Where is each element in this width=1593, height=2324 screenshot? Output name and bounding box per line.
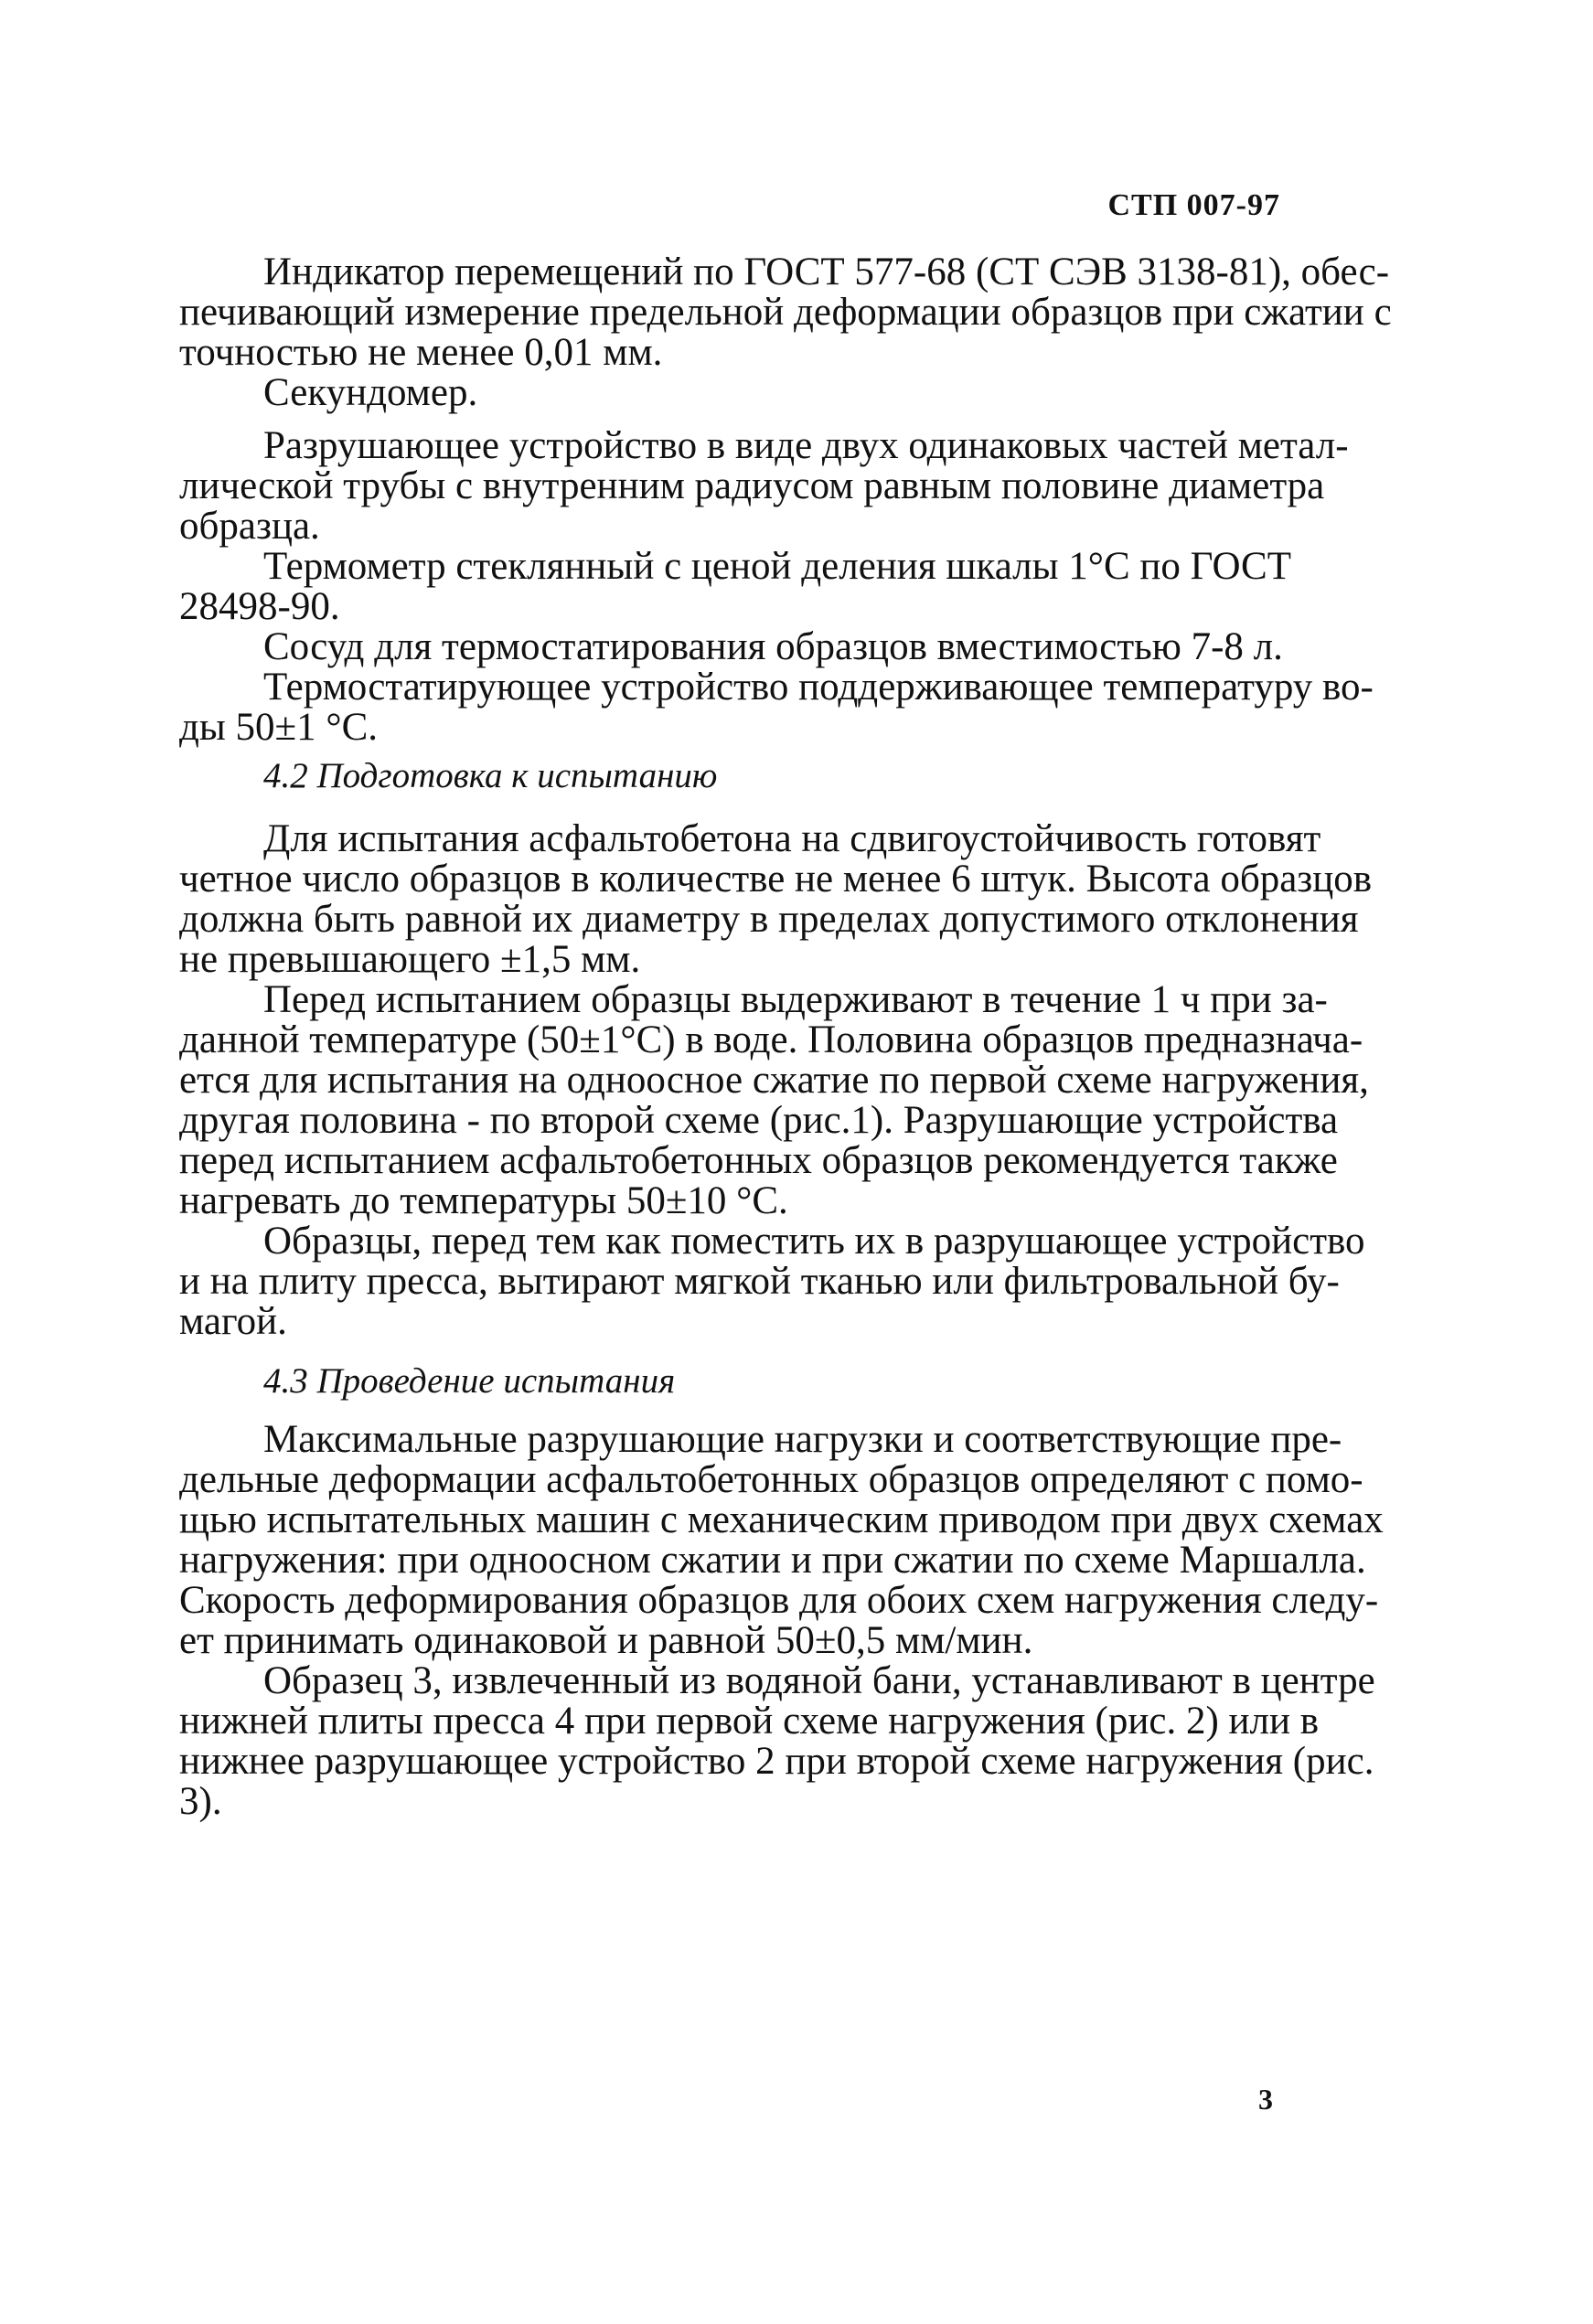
text-line: перед испытанием асфальтобетонных образцов рекомендуется также bbox=[179, 1139, 1338, 1182]
text-line: Максимальные разрушающие нагрузки и соответствующие пре- bbox=[263, 1418, 1342, 1461]
text-line: Термостатирующее устройство поддерживающее температуру во- bbox=[263, 666, 1374, 709]
section-4-3-body bbox=[179, 1418, 1384, 1823]
text-line: точностью не менее 0,01 мм. bbox=[179, 331, 663, 374]
text-line: образца. bbox=[179, 505, 320, 548]
text-line: щью испытательных машин с механическим приводом при двух схемах bbox=[179, 1498, 1384, 1541]
text-line: Образцы, перед тем как поместить их в разрушающее устройство bbox=[263, 1220, 1365, 1263]
section-heading-4-2: 4.2 Подготовка к испытанию bbox=[263, 756, 718, 795]
text-line: 3). bbox=[179, 1780, 222, 1823]
text-line: ет принимать одинаковой и равной 50±0,5 мм/мин. bbox=[179, 1619, 1033, 1662]
text-line: Для испытания асфальтобетона на сдвигоустойчивость готовят bbox=[263, 817, 1321, 860]
text-line: не превышающего ±1,5 мм. bbox=[179, 938, 641, 981]
text-line: нагружения: при одноосном сжатии и при сжатии по схеме Маршалла. bbox=[179, 1539, 1366, 1582]
text-line: Скорость деформирования образцов для обоих схем нагружения следу- bbox=[179, 1579, 1379, 1622]
document-code: СТП 007-97 bbox=[1107, 188, 1280, 222]
text-line: Термометр стеклянный с ценой деления шкалы 1°С по ГОСТ bbox=[263, 545, 1291, 588]
text-line: лической трубы с внутренним радиусом равным половине диаметра bbox=[179, 464, 1325, 507]
text-line: ды 50±1 °С. bbox=[179, 706, 378, 749]
text-line: Образец 3, извлеченный из водяной бани, устанавливают в центре bbox=[263, 1659, 1375, 1702]
text-line: ется для испытания на одноосное сжатие по первой схеме нагружения, bbox=[179, 1059, 1369, 1102]
text-line: Перед испытанием образцы выдерживают в течение 1 ч при за- bbox=[263, 978, 1328, 1021]
text-line: должна быть равной их диаметру в пределах допустимого отклонения bbox=[179, 898, 1359, 941]
text-line: Сосуд для термостатирования образцов вместимостью 7-8 л. bbox=[263, 625, 1283, 668]
text-line: четное число образцов в количестве не менее 6 штук. Высота образцов bbox=[179, 858, 1373, 901]
text-line: магой. bbox=[179, 1300, 287, 1343]
text-line: Индикатор перемещений по ГОСТ 577-68 (СТ СЭВ 3138-81), обес- bbox=[263, 251, 1390, 293]
text-line: печивающий измерение предельной деформации образцов при сжатии с bbox=[179, 291, 1392, 334]
text-line: нагревать до температуры 50±10 °С. bbox=[179, 1179, 788, 1222]
section-heading-4-3: 4.3 Проведение испытания bbox=[263, 1361, 676, 1401]
text-line: нижней плиты пресса 4 при первой схеме нагружения (рис. 2) или в bbox=[179, 1700, 1320, 1743]
equipment-paragraph-1 bbox=[179, 251, 1392, 414]
text-line: данной температуре (50±1°С) в воде. Половина образцов предназнача- bbox=[179, 1018, 1363, 1061]
equipment-paragraph-2 bbox=[179, 424, 1374, 749]
text-line: 28498-90. bbox=[179, 585, 340, 628]
text-line: и на плиту пресса, вытирают мягкой тканью или фильтровальной бу- bbox=[179, 1260, 1340, 1303]
text-line: Секундомер. bbox=[263, 371, 478, 414]
section-4-2-body bbox=[179, 817, 1373, 1343]
text-line: нижнее разрушающее устройство 2 при второй схеме нагружения (рис. bbox=[179, 1740, 1374, 1783]
text-line: дельные деформации асфальтобетонных образцов определяют с помо- bbox=[179, 1458, 1363, 1501]
page-number: 3 bbox=[1258, 2083, 1273, 2116]
text-line: Разрушающее устройство в виде двух одинаковых частей метал- bbox=[263, 424, 1349, 467]
text-line: другая половина - по второй схеме (рис.1). Разрушающие устройства bbox=[179, 1099, 1339, 1142]
